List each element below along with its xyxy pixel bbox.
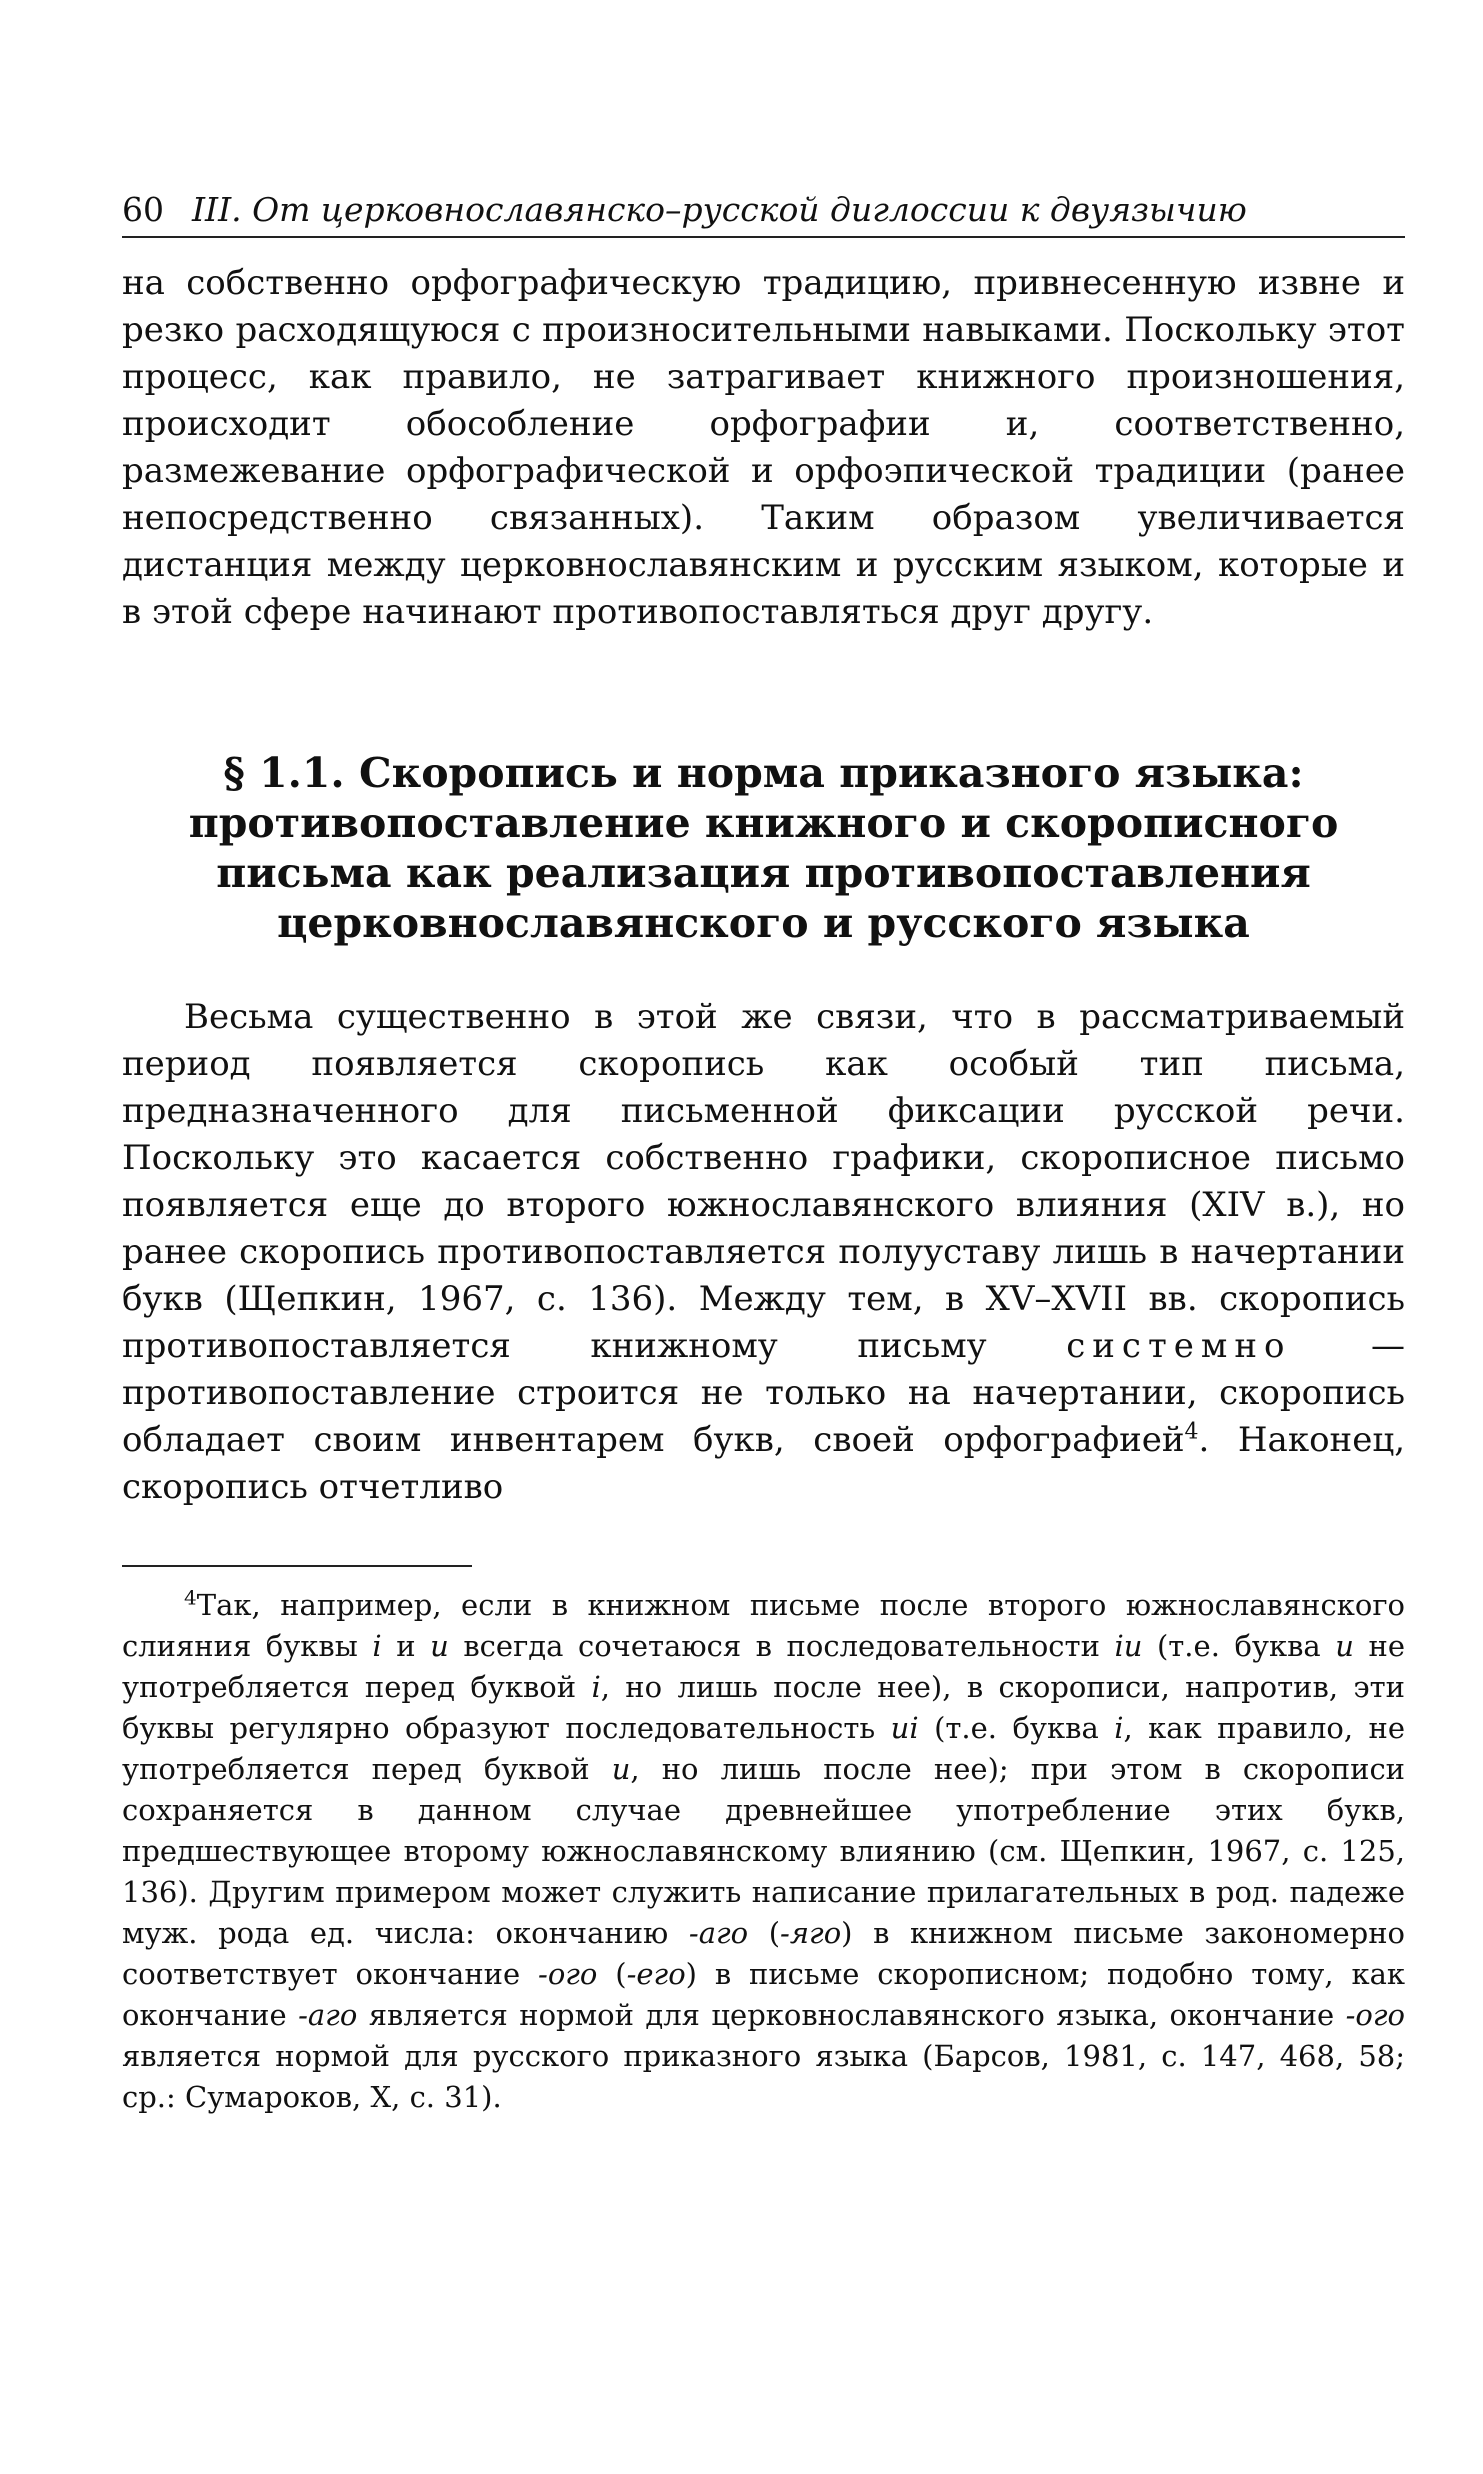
footnote-reference[interactable]: 4	[1184, 1419, 1199, 1445]
footnote-text: ) в книжном письме закономерно соответствует окончание	[122, 1916, 1405, 1991]
footnote-italic: і	[1114, 1711, 1124, 1745]
footnote-italic: -аго	[688, 1916, 749, 1950]
footnote-italic: -его	[626, 1957, 686, 1991]
footnote-text: является нормой для церковнославянского языка, окончание	[357, 1998, 1346, 2032]
footnote-italic: -ого	[538, 1957, 598, 1991]
footnote-text: ) в письме скорописном; подобно тому, как окончание	[122, 1957, 1405, 2032]
footnote-divider	[122, 1565, 472, 1567]
footnote-italic: -аго	[298, 1998, 358, 2032]
page-number: 60	[122, 190, 164, 229]
footnote-text: , но лишь после нее); при этом в скорописи сохраняется в данном случае древнейшее употребление этих букв, предшествующее второму южнославянскому влиянию (см. Щепкин, 1967, с. 125, 136). Другим примером может служить написание прилагательных в род. падеже муж. рода ед. числа: окончанию	[122, 1752, 1406, 1950]
section-heading	[122, 748, 1405, 948]
section-heading-line: противопоставление книжного и скорописного	[188, 799, 1339, 847]
footnote	[122, 1585, 1405, 2118]
footnote-italic: и	[1335, 1629, 1354, 1663]
footnote-italic: и	[611, 1752, 631, 1786]
footnote-text: и	[381, 1629, 431, 1663]
footnote-italic: иі	[890, 1711, 919, 1745]
footnote-italic: -ого	[1345, 1998, 1405, 2032]
body-text: — противопоставление строится не только на начертании, скоропись обладает своим инвентарем букв, своей орфографией	[122, 1326, 1405, 1460]
footnote-text: всегда сочетаюся в последовательности	[448, 1629, 1115, 1663]
section-heading-line: церковнославянского и русского языка	[277, 899, 1250, 947]
body-text: Весьма существенно в этой же связи, что в рассматриваемый период появляется скоропись как особый тип письма, предназначенного для письменной фиксации русской речи. Поскольку это касается собственно графики, скорописное письмо появляется еще до второго южнославянского влияния (XIV в.), но ранее скоропись противопоставляется полууставу лишь в начертании букв (Щепкин, 1967, с. 136). Между тем, в XV–XVII вв. скоропись противопоставляется книжному письму	[122, 997, 1405, 1366]
body-text: . Наконец, скоропись отчетливо	[122, 1420, 1405, 1507]
footnote-text: является нормой для русского приказного языка (Барсов, 1981, с. 147, 468, 58; ср.: Сумароков, X, с. 31).	[122, 2039, 1405, 2114]
footnote-text: , но лишь после нее), в скорописи, напротив, эти буквы регулярно образуют последовательность	[122, 1670, 1406, 1745]
footnote-italic: іи	[1114, 1629, 1143, 1663]
footnote-text: (т.е. буква	[918, 1711, 1115, 1745]
footnote-marker: 4	[184, 1585, 197, 1610]
footnote-italic: і	[591, 1670, 601, 1704]
section-heading-line: § 1.1. Скоропись и норма приказного языка:	[223, 749, 1304, 797]
footnote-text: (т.е. буква	[1142, 1629, 1336, 1663]
footnote-italic: і	[372, 1629, 382, 1663]
body-paragraph	[122, 994, 1405, 1511]
footnote-text: (	[748, 1916, 781, 1950]
footnote-italic: -яго	[780, 1916, 842, 1950]
intro-paragraph: на собственно орфографическую традицию, привнесенную извне и резко расходящуюся с произносительными навыками. Поскольку этот процесс, как правило, не затрагивает книжного произношения, происходит обособление орфографии и, соответственно, размежевание орфографической и орфоэпической традиции (ранее непосредственно связанных). Таким образом увеличивается дистанция между церковнославянским и русским языком, которые и в этой сфере начинают противопоставляться друг другу.	[122, 263, 1405, 632]
footnote-text: Так, например, если в книжном письме после второго южнославянского слияния буквы	[122, 1588, 1405, 1663]
footnote-text: (	[597, 1957, 627, 1991]
footnote-text: , как правило, не употребляется перед буквой	[122, 1711, 1406, 1786]
emphasized-word: системно	[1066, 1326, 1292, 1366]
running-head	[122, 190, 1405, 238]
footnote-text: не употребляется перед буквой	[122, 1629, 1406, 1704]
book-page	[122, 190, 1405, 2118]
section-heading-line: письма как реализация противопоставления	[216, 849, 1311, 897]
running-title: III. От церковнославянско–русской диглоссии к двуязычию	[192, 190, 1247, 229]
footnote-italic: и	[430, 1629, 449, 1663]
